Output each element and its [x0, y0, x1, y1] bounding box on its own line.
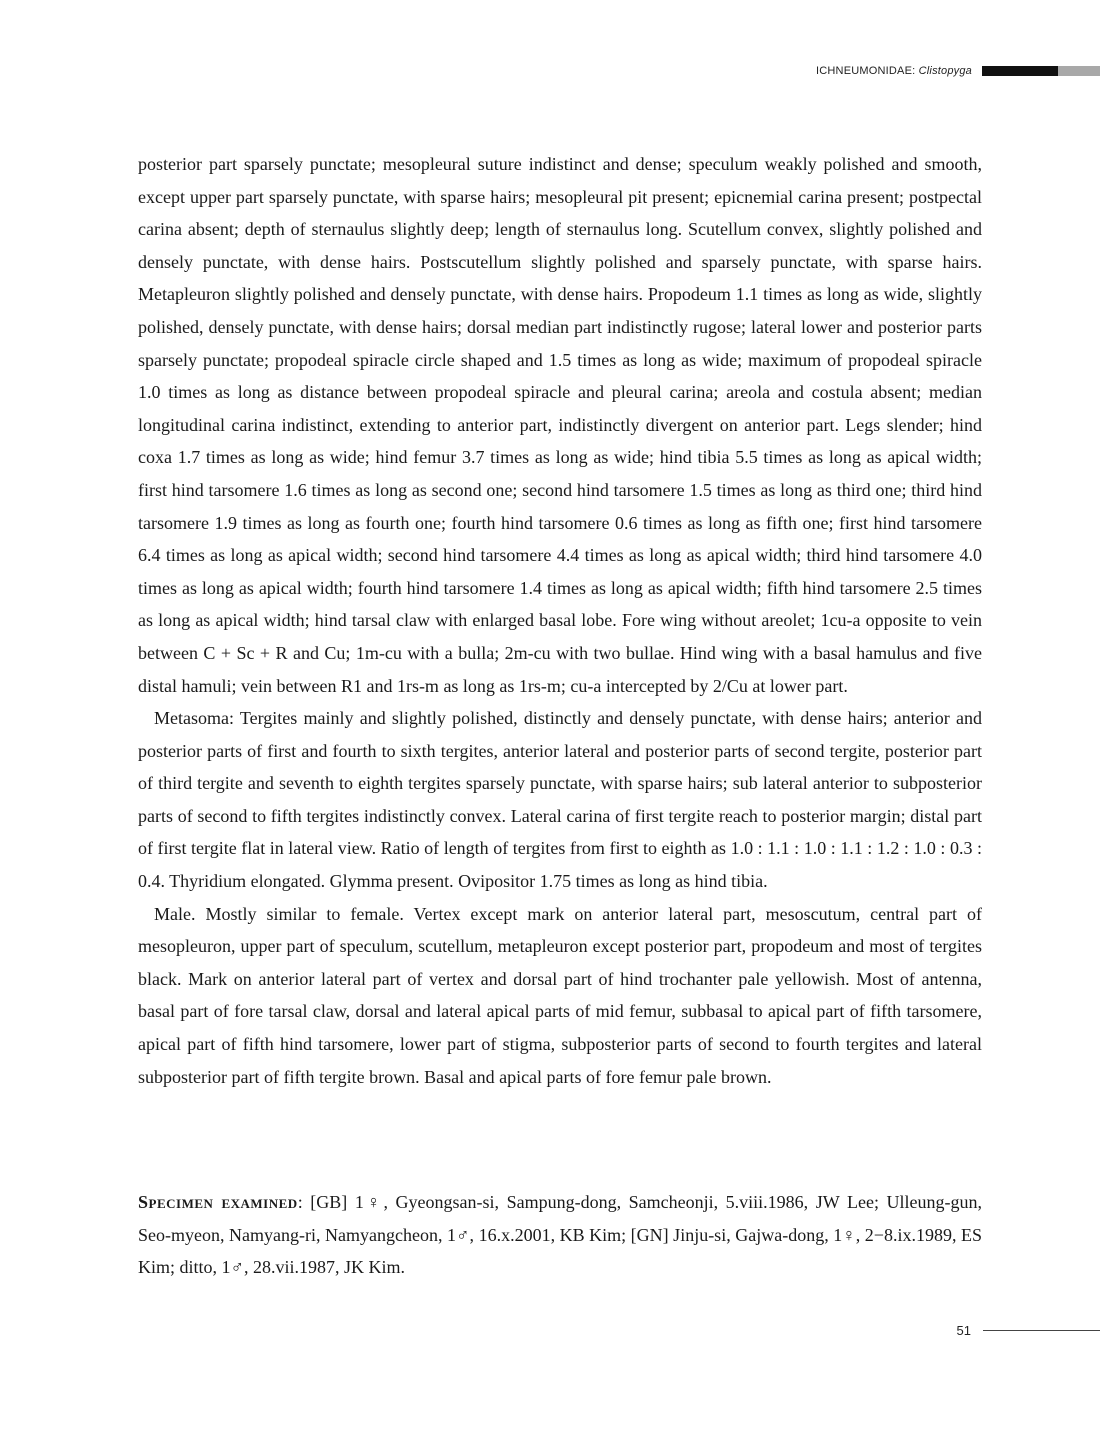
paragraph-mesosoma-continued: posterior part sparsely punctate; mesopleural suture indistinct and dense; speculum weakly polished and smooth, except upper part sparsely punctate, with sparse hairs; mesopleural pit present; epicnemial carina present; postpectal carina absent; depth of sternaulus slightly deep; length of sternaulus long. Scutellum convex, slightly polished and densely punctate, with dense hairs. Postscutellum slightly polished and sparsely punctate, with sparse hairs. Metapleuron slightly polished and densely punctate, with dense hairs. Propodeum 1.1 times as long as wide, slightly polished, densely punctate, with dense hairs; dorsal median part indistinctly rugose; lateral lower and posterior parts sparsely punctate; propodeal spiracle circle shaped and 1.5 times as long as wide; maximum of propodeal spiracle 1.0 times as long as distance between propodeal spiracle and pleural carina; areola and costula absent; median longitudinal carina indistinct, extending to anterior part, indistinctly divergent on anterior part. Legs slender; hind coxa 1.7 times as long as wide; hind femur 3.7 times as long as wide; hind tibia 5.5 times as long as apical width; first hind tarsomere 1.6 times as long as second one; second hind tarsomere 1.5 times as long as third one; third hind tarsomere 1.9 times as long as fourth one; fourth hind tarsomere 0.6 times as long as fifth one; first hind tarsomere 6.4 times as long as apical width; second hind tarsomere 4.4 times as long as apical width; third hind tarsomere 4.0 times as long as apical width; fourth hind tarsomere 1.4 times as long as apical width; fifth hind tarsomere 2.5 times as long as apical width; hind tarsal claw with enlarged basal lobe. Fore wing without areolet; 1cu-a opposite to vein between C + Sc + R and Cu; 1m-cu with a bulla; 2m-cu with two bullae. Hind wing with a basal hamulus and five distal hamuli; vein between R1 and 1rs-m as long as 1rs-m; cu-a intercepted by 2/Cu at lower part.	[138, 154, 982, 696]
header-family: ICHNEUMONIDAE:	[816, 65, 919, 77]
header-bar-dark	[982, 66, 1058, 76]
specimen-examined	[138, 1186, 982, 1284]
page-number: 51	[956, 1323, 971, 1338]
running-header-text	[816, 65, 972, 77]
page-footer	[957, 1323, 1100, 1338]
body-text	[138, 148, 982, 1093]
running-header	[816, 63, 1100, 79]
specimen-heading: Specimen examined	[138, 1192, 298, 1212]
footer-rule	[983, 1330, 1100, 1331]
paragraph-male: Male. Mostly similar to female. Vertex except mark on anterior lateral part, mesoscutum, central part of mesopleuron, upper part of speculum, scutellum, metapleuron except posterior part, propodeum and most of tergites black. Mark on anterior lateral part of vertex and dorsal part of hind trochanter pale yellowish. Most of antenna, basal part of fore tarsal claw, dorsal and lateral apical parts of mid femur, subbasal to apical part of fifth tarsomere, apical part of fifth hind tarsomere, lower part of stigma, subposterior parts of second to fourth tergites and lateral subposterior part of fifth tergite brown. Basal and apical parts of fore femur pale brown.	[138, 903, 982, 1087]
header-bar-light	[1058, 66, 1100, 76]
paragraph-metasoma: Metasoma: Tergites mainly and slightly polished, distinctly and densely punctate, with dense hairs; anterior and posterior parts of first and fourth to sixth tergites, anterior lateral and posterior parts of second tergite, posterior part of third tergite and seventh to eighth tergites sparsely punctate, with sparse hairs; sub lateral anterior to subposterior parts of second to fifth tergites indistinctly convex. Lateral carina of first tergite reach to posterior margin; distal part of first tergite flat in lateral view. Ratio of length of tergites from first to eighth as 1.0 : 1.1 : 1.0 : 1.1 : 1.2 : 1.0 : 0.3 : 0.4. Thyridium elongated. Glymma present. Ovipositor 1.75 times as long as hind tibia.	[138, 708, 982, 892]
specimen-text: : [GB] 1♀, Gyeongsan-si, Sampung-dong, Samcheonji, 5.viii.1986, JW Lee; Ulleung-gun, Seo-myeon, Namyang-ri, Namyangcheon, 1♂, 16.x.2001, KB Kim; [GN] Jinju-si, Gajwa-dong, 1♀, 2−8.ix.1989, ES Kim; ditto, 1♂, 28.vii.1987, JK Kim.	[138, 1192, 983, 1278]
header-genus: Clistopyga	[918, 65, 972, 77]
